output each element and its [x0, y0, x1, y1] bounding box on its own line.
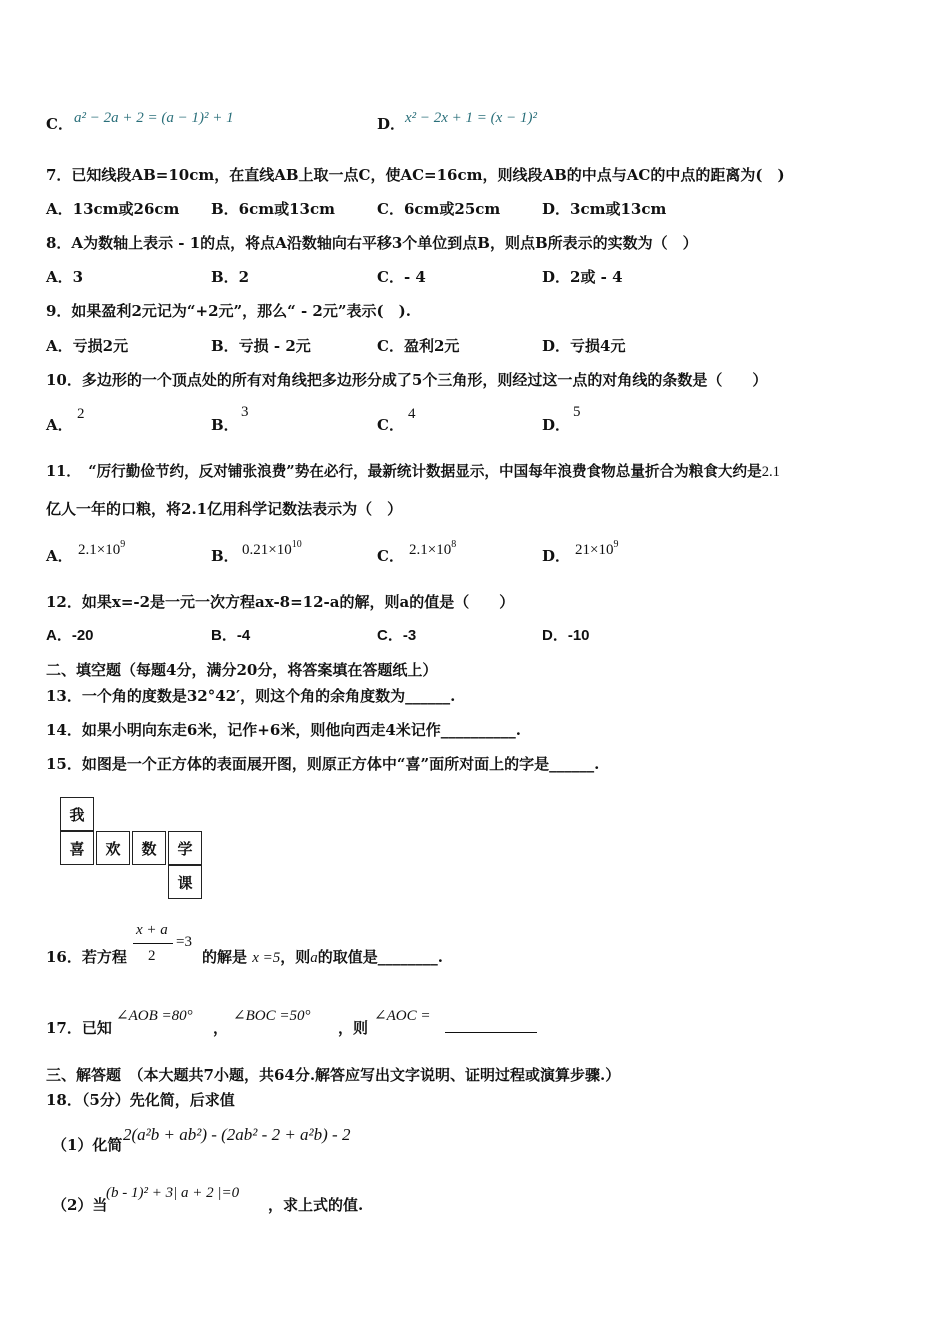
- q12-option-c: C．-3: [377, 627, 417, 644]
- q11-option-a-label: A．: [46, 547, 73, 565]
- q18-part2-condition: (b - 1)² + 3| a + 2 |=0: [106, 1185, 240, 1201]
- q11-option-b-value: [242, 535, 302, 560]
- q11-option-a-base: 2.1×10: [78, 542, 121, 558]
- q10-option-a-value: 2: [77, 406, 85, 422]
- q7-option-b: B．6cm或13cm: [211, 200, 335, 218]
- net-cell-shu: 数: [132, 831, 166, 865]
- q16-variable: a: [310, 950, 318, 966]
- q11-option-c-label: C．: [377, 547, 404, 565]
- q11-option-a-exp: 9: [120, 539, 126, 550]
- q11-line1-text: 11． “厉行勤俭节约，反对铺张浪费”势在必行，最新统计数据显示，中国每年浪费食物总量折合为粮食大约是: [46, 463, 762, 480]
- q9-option-c: C．盈利2元: [377, 337, 460, 355]
- q18-part2-suffix: ，求上式的值.: [268, 1196, 364, 1214]
- q12-option-d: D．-10: [542, 627, 590, 644]
- q10-option-a-label: A．: [46, 416, 73, 434]
- q8-option-d: D．2或 - 4: [542, 268, 623, 286]
- net-cell-xi: 喜: [60, 831, 94, 865]
- q10-option-d-label: D．: [542, 416, 571, 434]
- q15-question: 15．如图是一个正方体的表面展开图，则原正方体中“喜”面所对面上的字是______.: [46, 755, 600, 773]
- net-cell-xue: 学: [168, 831, 202, 865]
- q18-title: 18．（5分）先化简，后求值: [46, 1091, 235, 1109]
- q11-option-c-value: [409, 535, 456, 560]
- q8-option-a: A．3: [46, 268, 84, 286]
- q17-answer-blank: [445, 1032, 537, 1033]
- q10-option-d-value: 5: [573, 404, 581, 420]
- q16-mid-text: 的解是: [202, 948, 248, 966]
- q10-question: 10．多边形的一个顶点处的所有对角线把多边形分成了5个三角形，则经过这一点的对角线的条数是（ ）: [46, 371, 768, 389]
- q11-option-d-label: D．: [542, 547, 571, 565]
- q6-option-c-math: a² − 2a + 2 = (a − 1)² + 1: [74, 110, 234, 126]
- q7-option-a: A．13cm或26cm: [46, 200, 180, 218]
- q11-option-b-base: 0.21×10: [242, 542, 292, 558]
- q9-question: 9．如果盈利2元记为“+2元”，那么“ - 2元”表示( ).: [46, 302, 411, 320]
- q11-option-d-value: [575, 535, 618, 560]
- q11-option-b-label: B．: [211, 547, 239, 565]
- q6-option-d-label: D．: [377, 115, 406, 133]
- q12-option-a: A．-20: [46, 627, 94, 644]
- section-3-heading: 三、解答题 （本大题共7小题，共64分.解答应写出文字说明、证明过程或演算步骤.）: [46, 1066, 621, 1084]
- q17-prefix: 17．已知: [46, 1019, 112, 1037]
- q6-option-c-label: C．: [46, 115, 73, 133]
- net-cell-huan: 欢: [96, 831, 130, 865]
- q12-option-b: B．-4: [211, 627, 251, 644]
- q16-solution: x =5: [252, 950, 281, 966]
- q18-part1-expression: 2(a²b + ab²) - (2ab² - 2 + a²b) - 2: [123, 1125, 351, 1144]
- q11-option-b-exp: 10: [291, 539, 302, 550]
- q7-option-c: C．6cm或25cm: [377, 200, 501, 218]
- q11-option-c-base: 2.1×10: [409, 542, 452, 558]
- q10-option-c-value: 4: [408, 406, 416, 422]
- q9-option-a: A．亏损2元: [46, 337, 129, 355]
- q10-option-b-label: B．: [211, 416, 239, 434]
- q17-then: ，则: [338, 1019, 369, 1037]
- q9-option-d: D．亏损4元: [542, 337, 626, 355]
- q16-suffix: 的取值是________.: [317, 948, 444, 966]
- q9-option-b: B．亏损 - 2元: [211, 337, 311, 355]
- q18-part2-label: （2）当: [52, 1196, 108, 1214]
- q10-option-c-label: C．: [377, 416, 404, 434]
- q16-rest: [202, 947, 443, 968]
- q11-option-d-base: 21×10: [575, 542, 614, 558]
- q11-question-line1: [46, 462, 780, 482]
- q16-mid2-text: ，则: [280, 948, 311, 966]
- q17-angle-boc: ∠BOC =50°: [233, 1008, 311, 1024]
- q8-option-b: B．2: [211, 268, 250, 286]
- q17-separator: ，: [213, 1019, 229, 1037]
- q13-question: 13．一个角的度数是32°42′，则这个角的余角度数为______.: [46, 687, 456, 705]
- q16-prefix: 16．若方程: [46, 948, 127, 966]
- q14-question: 14．如果小明向东走6米，记作+6米，则他向西走4米记作__________.: [46, 721, 521, 739]
- q8-option-c: C．- 4: [377, 268, 426, 286]
- q17-angle-aoc: ∠AOC =: [374, 1008, 431, 1024]
- q16-denominator: 2: [148, 948, 156, 964]
- q16-numerator: x + a: [136, 922, 168, 938]
- q18-part1-label: （1）化简: [52, 1136, 123, 1154]
- section-2-heading: 二、填空题（每题4分，满分20分，将答案填在答题纸上）: [46, 661, 438, 679]
- q16-rhs: =3: [176, 934, 192, 950]
- q16-fraction-bar: [133, 943, 173, 944]
- q11-line1-number: 2.1: [761, 464, 780, 480]
- q17-angle-aob: ∠AOB =80°: [116, 1008, 193, 1024]
- q11-question-line2: 亿人一年的口粮，将2.1亿用科学记数法表示为（ ）: [46, 500, 403, 518]
- q8-question: 8．A为数轴上表示 - 1的点，将点A沿数轴向右平移3个单位到点B，则点B所表示的实数为（ ）: [46, 234, 698, 252]
- net-cell-wo: 我: [60, 797, 94, 831]
- q11-option-c-exp: 8: [451, 539, 457, 550]
- q12-question: 12．如果x=-2是一元一次方程ax-8=12-a的解，则a的值是（ ）: [46, 593, 515, 611]
- q7-question: 7．已知线段AB=10cm，在直线AB上取一点C，使AC=16cm，则线段AB的中点与AC的中点的距离为( ): [46, 166, 785, 184]
- q11-option-a-value: [78, 535, 125, 560]
- net-cell-ke: 课: [168, 865, 202, 899]
- q7-option-d: D．3cm或13cm: [542, 200, 667, 218]
- q11-option-d-exp: 9: [613, 539, 619, 550]
- q10-option-b-value: 3: [241, 404, 249, 420]
- q6-option-d-math: x² − 2x + 1 = (x − 1)²: [405, 110, 537, 126]
